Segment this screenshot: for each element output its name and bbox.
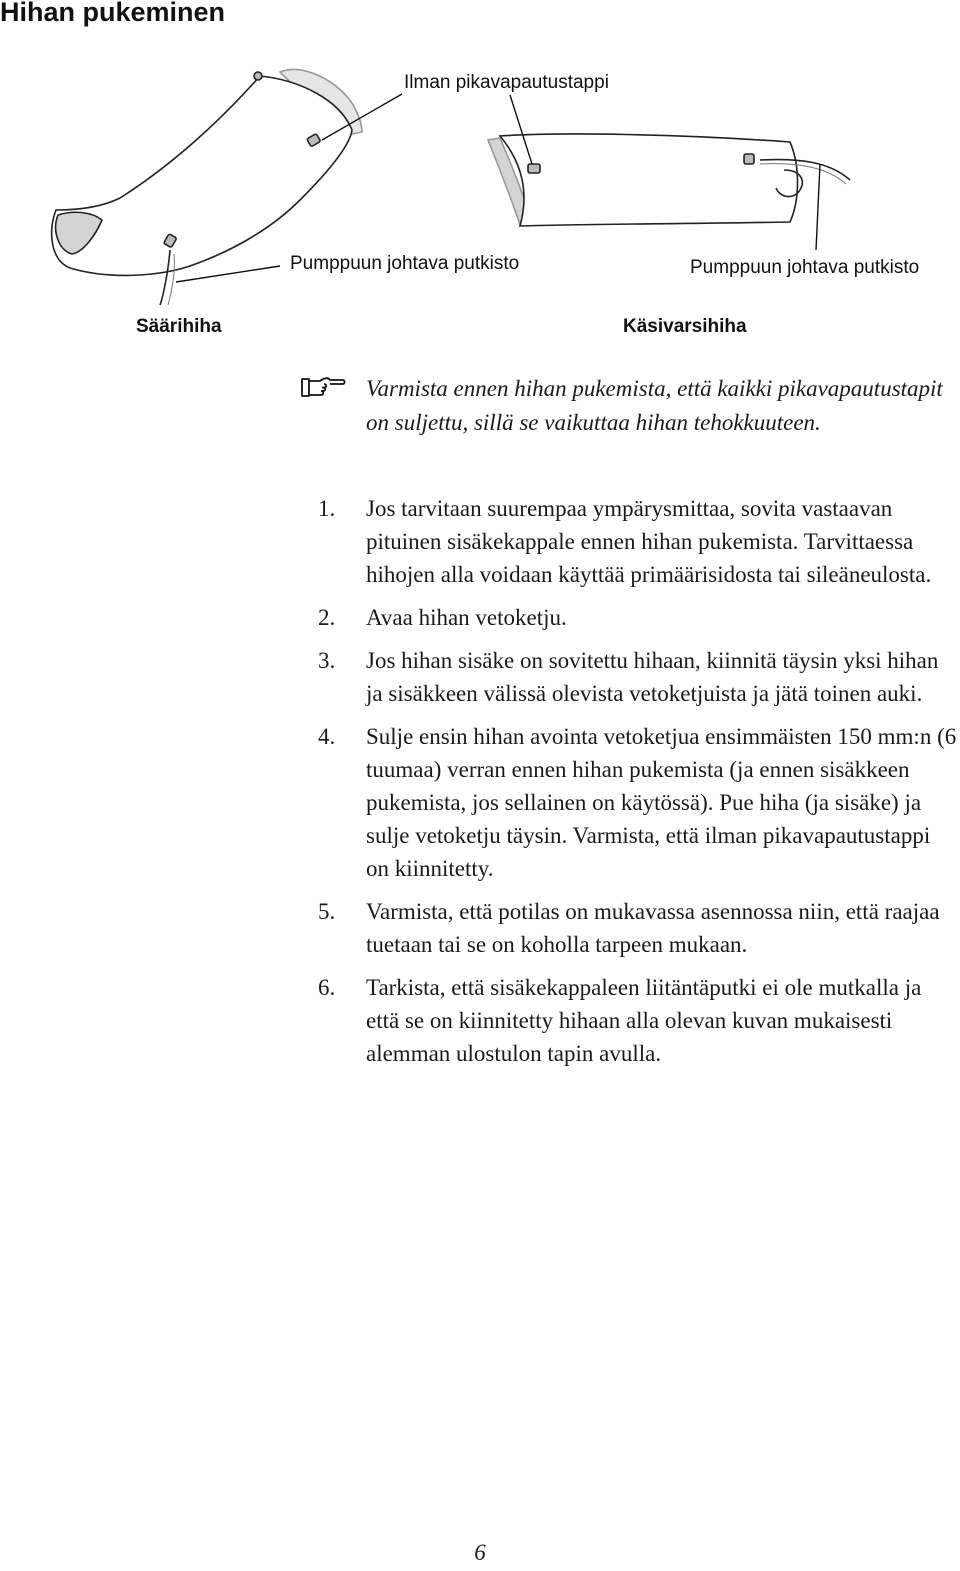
step-text: Avaa hihan vetoketju. bbox=[366, 605, 567, 630]
quick-release-pin-label: Ilman pikavapautustappi bbox=[404, 72, 609, 93]
leg-tubing-label: Pumppuun johtava putkisto bbox=[290, 253, 520, 274]
list-item bbox=[300, 601, 960, 634]
arm-sleeve-drawing bbox=[488, 134, 850, 226]
pointing-hand-icon bbox=[300, 374, 346, 400]
step-number: 5. bbox=[318, 899, 336, 924]
step-number: 3. bbox=[318, 648, 336, 673]
list-item bbox=[300, 895, 960, 961]
step-number: 6. bbox=[318, 975, 336, 1000]
list-item bbox=[300, 492, 960, 591]
caution-note-text: Varmista ennen hihan pukemista, että kaikki pikavapautustapit on suljettu, sillä se vaikuttaa hihan tehokkuuteen. bbox=[366, 376, 943, 435]
instruction-steps bbox=[300, 492, 960, 1080]
step-text: Sulje ensin hihan avointa vetoketjua ensimmäisten 150 mm:n (6 tuumaa) verran ennen hihan pukemista (ja ennen sisäkkeen pukemista, jos sellainen on käytössä). Pue hiha (ja sisäke) ja sulje vetoketju täysin. Varmista, että ilman pikavapautustappi on kiinnitetty. bbox=[366, 724, 957, 881]
page-number: 6 bbox=[474, 1540, 486, 1565]
step-text: Jos tarvitaan suurempaa ympärysmittaa, sovita vastaavan pituinen sisäkekappale ennen hihan pukemista. Tarvittaessa hihojen alla voidaan käyttää primäärisidosta tai sileäneulosta. bbox=[366, 496, 932, 587]
arm-sleeve-caption: Käsivarsihiha bbox=[623, 316, 747, 337]
step-text: Tarkista, että sisäkekappaleen liitäntäputki ei ole mutkalla ja että se on kiinnitetty hihaan alla olevan kuvan mukaisesti alemman ulostulon tapin avulla. bbox=[366, 975, 922, 1066]
step-text: Jos hihan sisäke on sovitettu hihaan, kiinnitä täysin yksi hihan ja sisäkkeen välissä olevista vetoketjuista ja jätä toinen auki. bbox=[366, 648, 939, 706]
leg-sleeve-caption: Säärihiha bbox=[136, 316, 222, 337]
step-number: 4. bbox=[318, 724, 336, 749]
list-item bbox=[300, 644, 960, 710]
sleeve-illustration bbox=[0, 40, 960, 350]
arm-tubing-label: Pumppuun johtava putkisto bbox=[690, 257, 920, 278]
step-number: 1. bbox=[318, 496, 336, 521]
page-heading: Hihan pukeminen bbox=[0, 0, 226, 27]
step-number: 2. bbox=[318, 605, 336, 630]
list-item bbox=[300, 720, 960, 885]
step-text: Varmista, että potilas on mukavassa asennossa niin, että raajaa tuetaan tai se on koholla tarpeen mukaan. bbox=[366, 899, 940, 957]
list-item bbox=[300, 971, 960, 1070]
